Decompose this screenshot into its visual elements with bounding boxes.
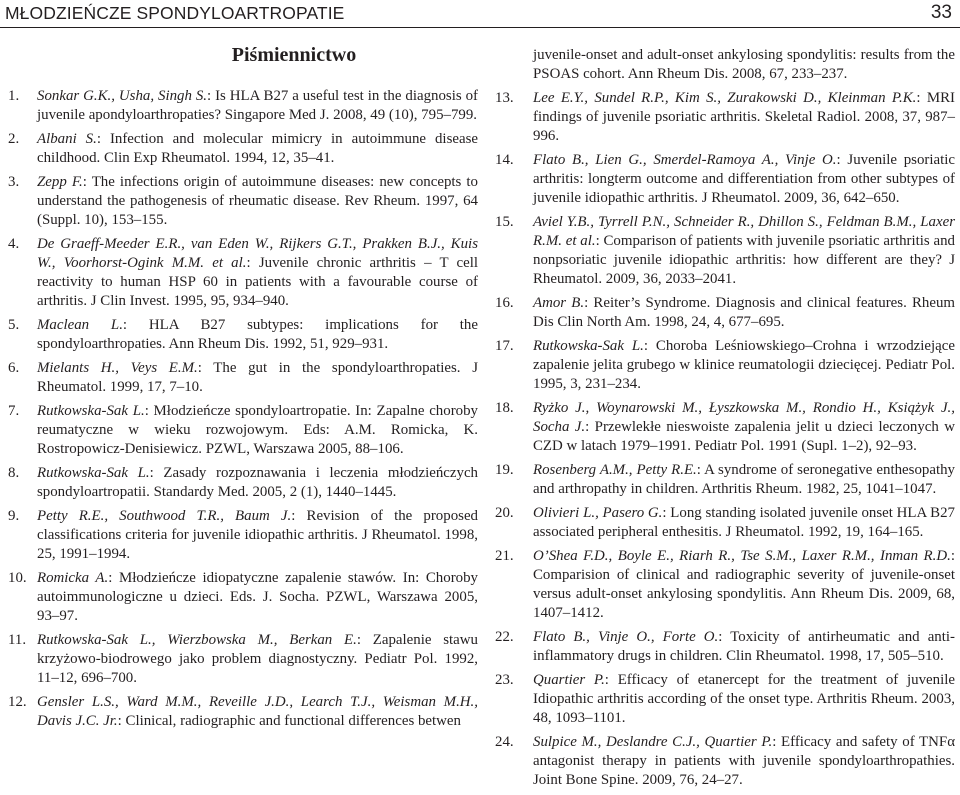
reference-number: 22. (495, 629, 514, 645)
reference-item (493, 151, 955, 208)
running-title: MŁODZIEŃCZE SPONDYLOARTROPATIE (5, 3, 345, 23)
reference-item (0, 569, 478, 626)
reference-item (493, 399, 955, 456)
reference-number: 2. (8, 131, 20, 147)
reference-number: 11. (8, 632, 27, 648)
reference-number: 20. (495, 505, 514, 521)
reference-number: 15. (495, 214, 514, 230)
reference-text: : Long standing isolated juvenile onset HLA B27 associated peripheral enthesitis. J Rheumatol. 1992, 19, 164–165. (533, 505, 955, 540)
reference-number: 1. (8, 88, 20, 104)
reference-item (493, 504, 955, 542)
reference-authors: Rutkowska-Sak L., Wierzbowska M., Berkan E. (37, 632, 357, 648)
reference-item (0, 693, 478, 731)
reference-item (0, 235, 478, 311)
reference-text: : Comparison of patients with juvenile psoriatic arthritis and nonpsoriatic juvenile idiopathic arthritis: how different are they? J Rheumatol. 2009, 36, 2033–2041. (533, 233, 955, 287)
reference-item (493, 89, 955, 146)
reference-text: : Juvenile psoriatic arthritis: longterm outcome and differentiation from other subtypes of juvenile idiopathic arthritis. J Rheumatol. 2009, 36, 642–650. (533, 152, 956, 206)
reference-text: : Młodzieńcze spondyloartropatie. In: Zapalne choroby reumatyczne w wieku rozwojowym. Eds: A.M. Romicka, K. Rostropowicz-Denisiewicz. PZWL, Warszawa 2005, 88–106. (37, 403, 478, 457)
reference-number: 21. (495, 548, 514, 564)
reference-text: : Zapalenie stawu krzyżowo-biodrowego jako problem diagnostyczny. Pediatr Pol. 1992, 11–12, 696–700. (37, 632, 478, 686)
reference-item (493, 671, 955, 728)
left-column (0, 38, 478, 736)
reference-text: : Toxicity of antirheumatic and anti-inflammatory drugs in children. Clin Rheumatol. 1998, 17, 505–510. (533, 629, 955, 664)
reference-text: : MRI findings of juvenile psoriatic arthritis. Skeletal Radiol. 2008, 37, 987–996. (533, 90, 955, 144)
reference-authors: Romicka A. (37, 570, 109, 586)
reference-number: 6. (8, 360, 20, 376)
section-title: Piśmiennictwo (231, 44, 357, 66)
reference-item (0, 507, 478, 564)
reference-authors: De Graeff-Meeder E.R., van Eden W., Rijkers G.T., Prakken B.J., Kuis W., Voorhorst-Ogink M.M. et al. (37, 236, 478, 271)
reference-number: 13. (495, 90, 514, 106)
reference-authors: Rutkowska-Sak L. (37, 465, 150, 481)
reference-number: 8. (8, 465, 20, 481)
reference-item (493, 461, 955, 499)
reference-text: : The infections origin of autoimmune diseases: new concepts to understand the pathogenesis of rheumatic disease. Rev Rheum. 1997, 64 (Suppl. 10), 153–155. (37, 174, 478, 228)
reference-item (0, 173, 478, 230)
reference-item (0, 316, 478, 354)
reference-item (0, 402, 478, 459)
reference-authors: Quartier P. (533, 672, 605, 688)
reference-item (0, 87, 478, 125)
reference-authors: Mielants H., Veys E.M. (37, 360, 198, 376)
reference-item (493, 628, 955, 666)
reference-number: 7. (8, 403, 20, 419)
reference-number: 23. (495, 672, 514, 688)
reference-text: : Efficacy of etanercept for the treatment of juvenile Idiopathic arthritis according of the onset type. Arthritis Rheum. 2003, 48, 1093–1101. (533, 672, 955, 726)
reference-item (493, 547, 955, 623)
reference-number: 16. (495, 295, 514, 311)
reference-number: 9. (8, 508, 20, 524)
page-number: 33 (930, 2, 952, 23)
reference-authors: Rosenberg A.M., Petty R.E. (533, 462, 697, 478)
reference-list-left (0, 87, 478, 731)
reference-authors: Flato B., Lien G., Smerdel-Ramoya A., Vinje O. (533, 152, 837, 168)
reference-authors: Gensler L.S., Ward M.M., Reveille J.D., Learch T.J., Weisman M.H., Davis J.C. Jr. (37, 694, 478, 729)
reference-text: : Zasady rozpoznawania i leczenia młodzieńczych spondyloartropatii. Standardy Med. 2005, 2 (1), 1440–1445. (37, 465, 479, 500)
reference-authors: Albani S. (37, 131, 97, 147)
reference-text: : Przewlekłe nieswoiste zapalenia jelit u dzieci leczonych w CZD w latach 1979–1991. Pediatr Pol. 1991 (Supl. 1–2), 92–93. (533, 419, 955, 454)
reference-authors: Zepp F. (37, 174, 83, 190)
reference-number: 18. (495, 400, 514, 416)
reference-authors: Aviel Y.B., Tyrrell P.N., Schneider R., Dhillon S., Feldman B.M., Laxer R.M. et al. (533, 214, 955, 249)
reference-number: 5. (8, 317, 20, 333)
reference-text: : Juvenile chronic arthritis – T cell reactivity to human HSP 60 in patients with a favourable course of arthritis. J Clin Invest. 1995, 95, 934–940. (37, 255, 478, 309)
reference-authors: Flato B., Vinje O., Forte O. (533, 629, 719, 645)
reference-text: : Młodzieńcze idiopatyczne zapalenie stawów. In: Choroby autoimmunologiczne u dzieci. Eds. J. Socha. PZWL, Warszawa 2005, 93–97. (37, 570, 478, 624)
reference-item (0, 631, 478, 688)
reference-authors: Olivieri L., Pasero G. (533, 505, 663, 521)
reference-item (0, 130, 478, 168)
reference-text: : Revision of the proposed classifications criteria for juvenile idiopathic arthritis. J Rheumatol. 1998, 25, 1991–1994. (37, 508, 478, 562)
reference-number: 3. (8, 174, 20, 190)
reference-text: : Choroba Leśniowskiego–Crohna i wrzodziejące zapalenie jelita grubego w klinice reumatologii dziecięcej. Pediatr Pol. 1995, 3, 231–234. (533, 338, 955, 392)
running-header (0, 0, 960, 26)
reference-text: : Clinical, radiographic and functional differences betwen (117, 713, 461, 729)
reference-item (0, 359, 478, 397)
reference-text: : The gut in the spondyloarthropaties. J Rheumatol. 1999, 17, 7–10. (37, 360, 478, 395)
reference-text: : Infection and molecular mimicry in autoimmune disease childhood. Clin Exp Rheumatol. 1994, 12, 35–41. (37, 131, 478, 166)
reference-number: 4. (8, 236, 20, 252)
reference-authors: Rutkowska-Sak L. (37, 403, 145, 419)
reference-authors: Sonkar G.K., Usha, Singh S. (37, 88, 208, 104)
reference-text: : Comparision of clinical and radiographic severity of juvenile-onset versus adult-onset ankylosing spondylitis. Ann Rheum Dis. 2009, 68, 1407–1412. (533, 548, 955, 621)
reference-number: 24. (495, 734, 514, 750)
reference-text: : A syndrome of seronegative enthesopathy and arthropathy in children. Arthritis Rheum. 1982, 25, 1041–1047. (533, 462, 955, 497)
reference-authors: Maclean L. (37, 317, 123, 333)
reference-item (0, 464, 478, 502)
reference-text: : Reiter’s Syndrome. Diagnosis and clinical features. Rheum Dis Clin North Am. 1998, 24, 4, 677–695. (533, 295, 955, 330)
reference-authors: Ryżko J., Woynarowski M., Łyszkowska M., Rondio H., Książyk J., Socha J. (533, 400, 955, 435)
reference-number: 10. (8, 570, 27, 586)
reference-number: 19. (495, 462, 514, 478)
reference-number: 17. (495, 338, 514, 354)
header-rule (0, 27, 960, 28)
reference-number: 12. (8, 694, 27, 710)
reference-item (493, 294, 955, 332)
reference-authors: Petty R.E., Southwood T.R., Baum J. (37, 508, 292, 524)
reference-authors: Rutkowska-Sak L. (533, 338, 644, 354)
reference-text: : Efficacy and safety of TNFα antagonist therapy in patients with juvenile spondyloarthropathies. Joint Bone Spine. 2009, 76, 24–27. (533, 734, 955, 788)
reference-authors: O’Shea F.D., Boyle E., Riarh R., Tse S.M., Laxer R.M., Inman R.D. (533, 548, 951, 564)
reference-item (493, 213, 955, 289)
reference-number: 14. (495, 152, 514, 168)
reference-text: : HLA B27 subtypes: implications for the spondyloarthropaties. Ann Rheum Dis. 1992, 51, 929–931. (37, 317, 478, 352)
reference-text: : Is HLA B27 a useful test in the diagnosis of juvenile apondyloarthropaties? Singapore Med J. 2008, 49 (10), 795–799. (37, 88, 478, 123)
reference-list-right (493, 89, 955, 790)
reference-authors: Lee E.Y., Sundel R.P., Kim S., Zurakowski D., Kleinman P.K. (533, 90, 917, 106)
reference-continuation: juvenile-onset and adult-onset ankylosing spondylitis: results from the PSOAS cohort. Ann Rheum Dis. 2008, 67, 233–237. (533, 47, 955, 82)
reference-item (493, 337, 955, 394)
right-column (493, 46, 955, 795)
reference-authors: Amor B. (533, 295, 585, 311)
reference-item (493, 733, 955, 790)
reference-authors: Sulpice M., Deslandre C.J., Quartier P. (533, 734, 773, 750)
